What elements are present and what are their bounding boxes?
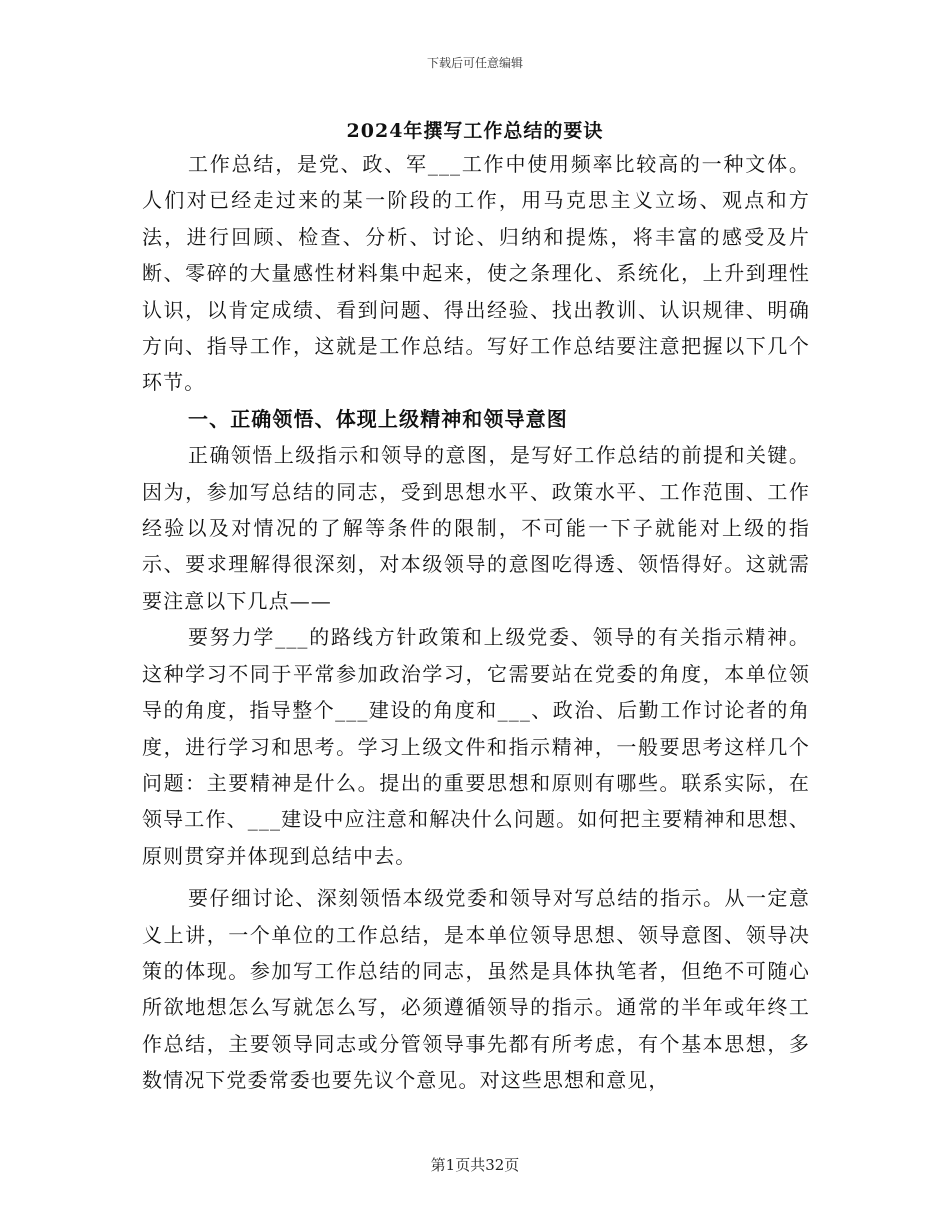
document-body — [142, 146, 810, 1099]
section-heading-1: 一、正确领悟、体现上级精神和领导意图 — [188, 406, 568, 431]
intro-paragraph: 工作总结，是党、政、军___工作中使用频率比较高的一种文体。人们对已经走过来的某一阶段的工作，用马克思主义立场、观点和方法，进行回顾、检查、分析、讨论、归纳和提炼，将丰富的感受及片断、零碎的大量感性材料集中起来，使之条理化、系统化，上升到理性认识，以肯定成绩、看到问题、得出经验、找出教训、认识规律、明确方向、指导工作，这就是工作总结。写好工作总结要注意把握以下几个环节。 — [142, 152, 810, 395]
header-note: 下载后可任意编辑 — [426, 56, 523, 70]
body-paragraph-3: 要努力学___的路线方针政策和上级党委、领导的有关指示精神。这种学习不同于平常参加政治学习，它需要站在党委的角度，本单位领导的角度，指导整个___建设的角度和___、政治、后勤工作讨论者的角度，进行学习和思考。学习上级文件和指示精神，一般要思考这样几个问题：主要精神是什么。提出的重要思想和原则有哪些。联系实际，在领导工作、___建设中应注意和解决什么问题。如何把主要精神和思想、原则贯穿并体现到总结中去。 — [142, 625, 810, 868]
page-number-footer: 第1页共32页 — [430, 1156, 520, 1174]
body-paragraph-2: 正确领悟上级指示和领导的意图，是写好工作总结的前提和关键。因为，参加写总结的同志，受到思想水平、政策水平、工作范围、工作经验以及对情况的了解等条件的限制，不可能一下子就能对上级的指示、要求理解得很深刻，对本级领导的意图吃得透、领悟得好。这就需要注意以下几点—— — [142, 443, 810, 613]
body-paragraph-4: 要仔细讨论、深刻领悟本级党委和领导对写总结的指示。从一定意义上讲，一个单位的工作总结，是本单位领导思想、领导意图、领导决策的体现。参加写工作总结的同志，虽然是具体执笔者，但绝不可随心所欲地想怎么写就怎么写，必须遵循领导的指示。通常的半年或年终工作总结，主要领导同志或分管领导事先都有所考虑，有个基本思想，多数情况下党委常委也要先议个意见。对这些思想和意见， — [142, 886, 810, 1093]
document-title: 2024年撰写工作总结的要诀 — [346, 120, 604, 142]
